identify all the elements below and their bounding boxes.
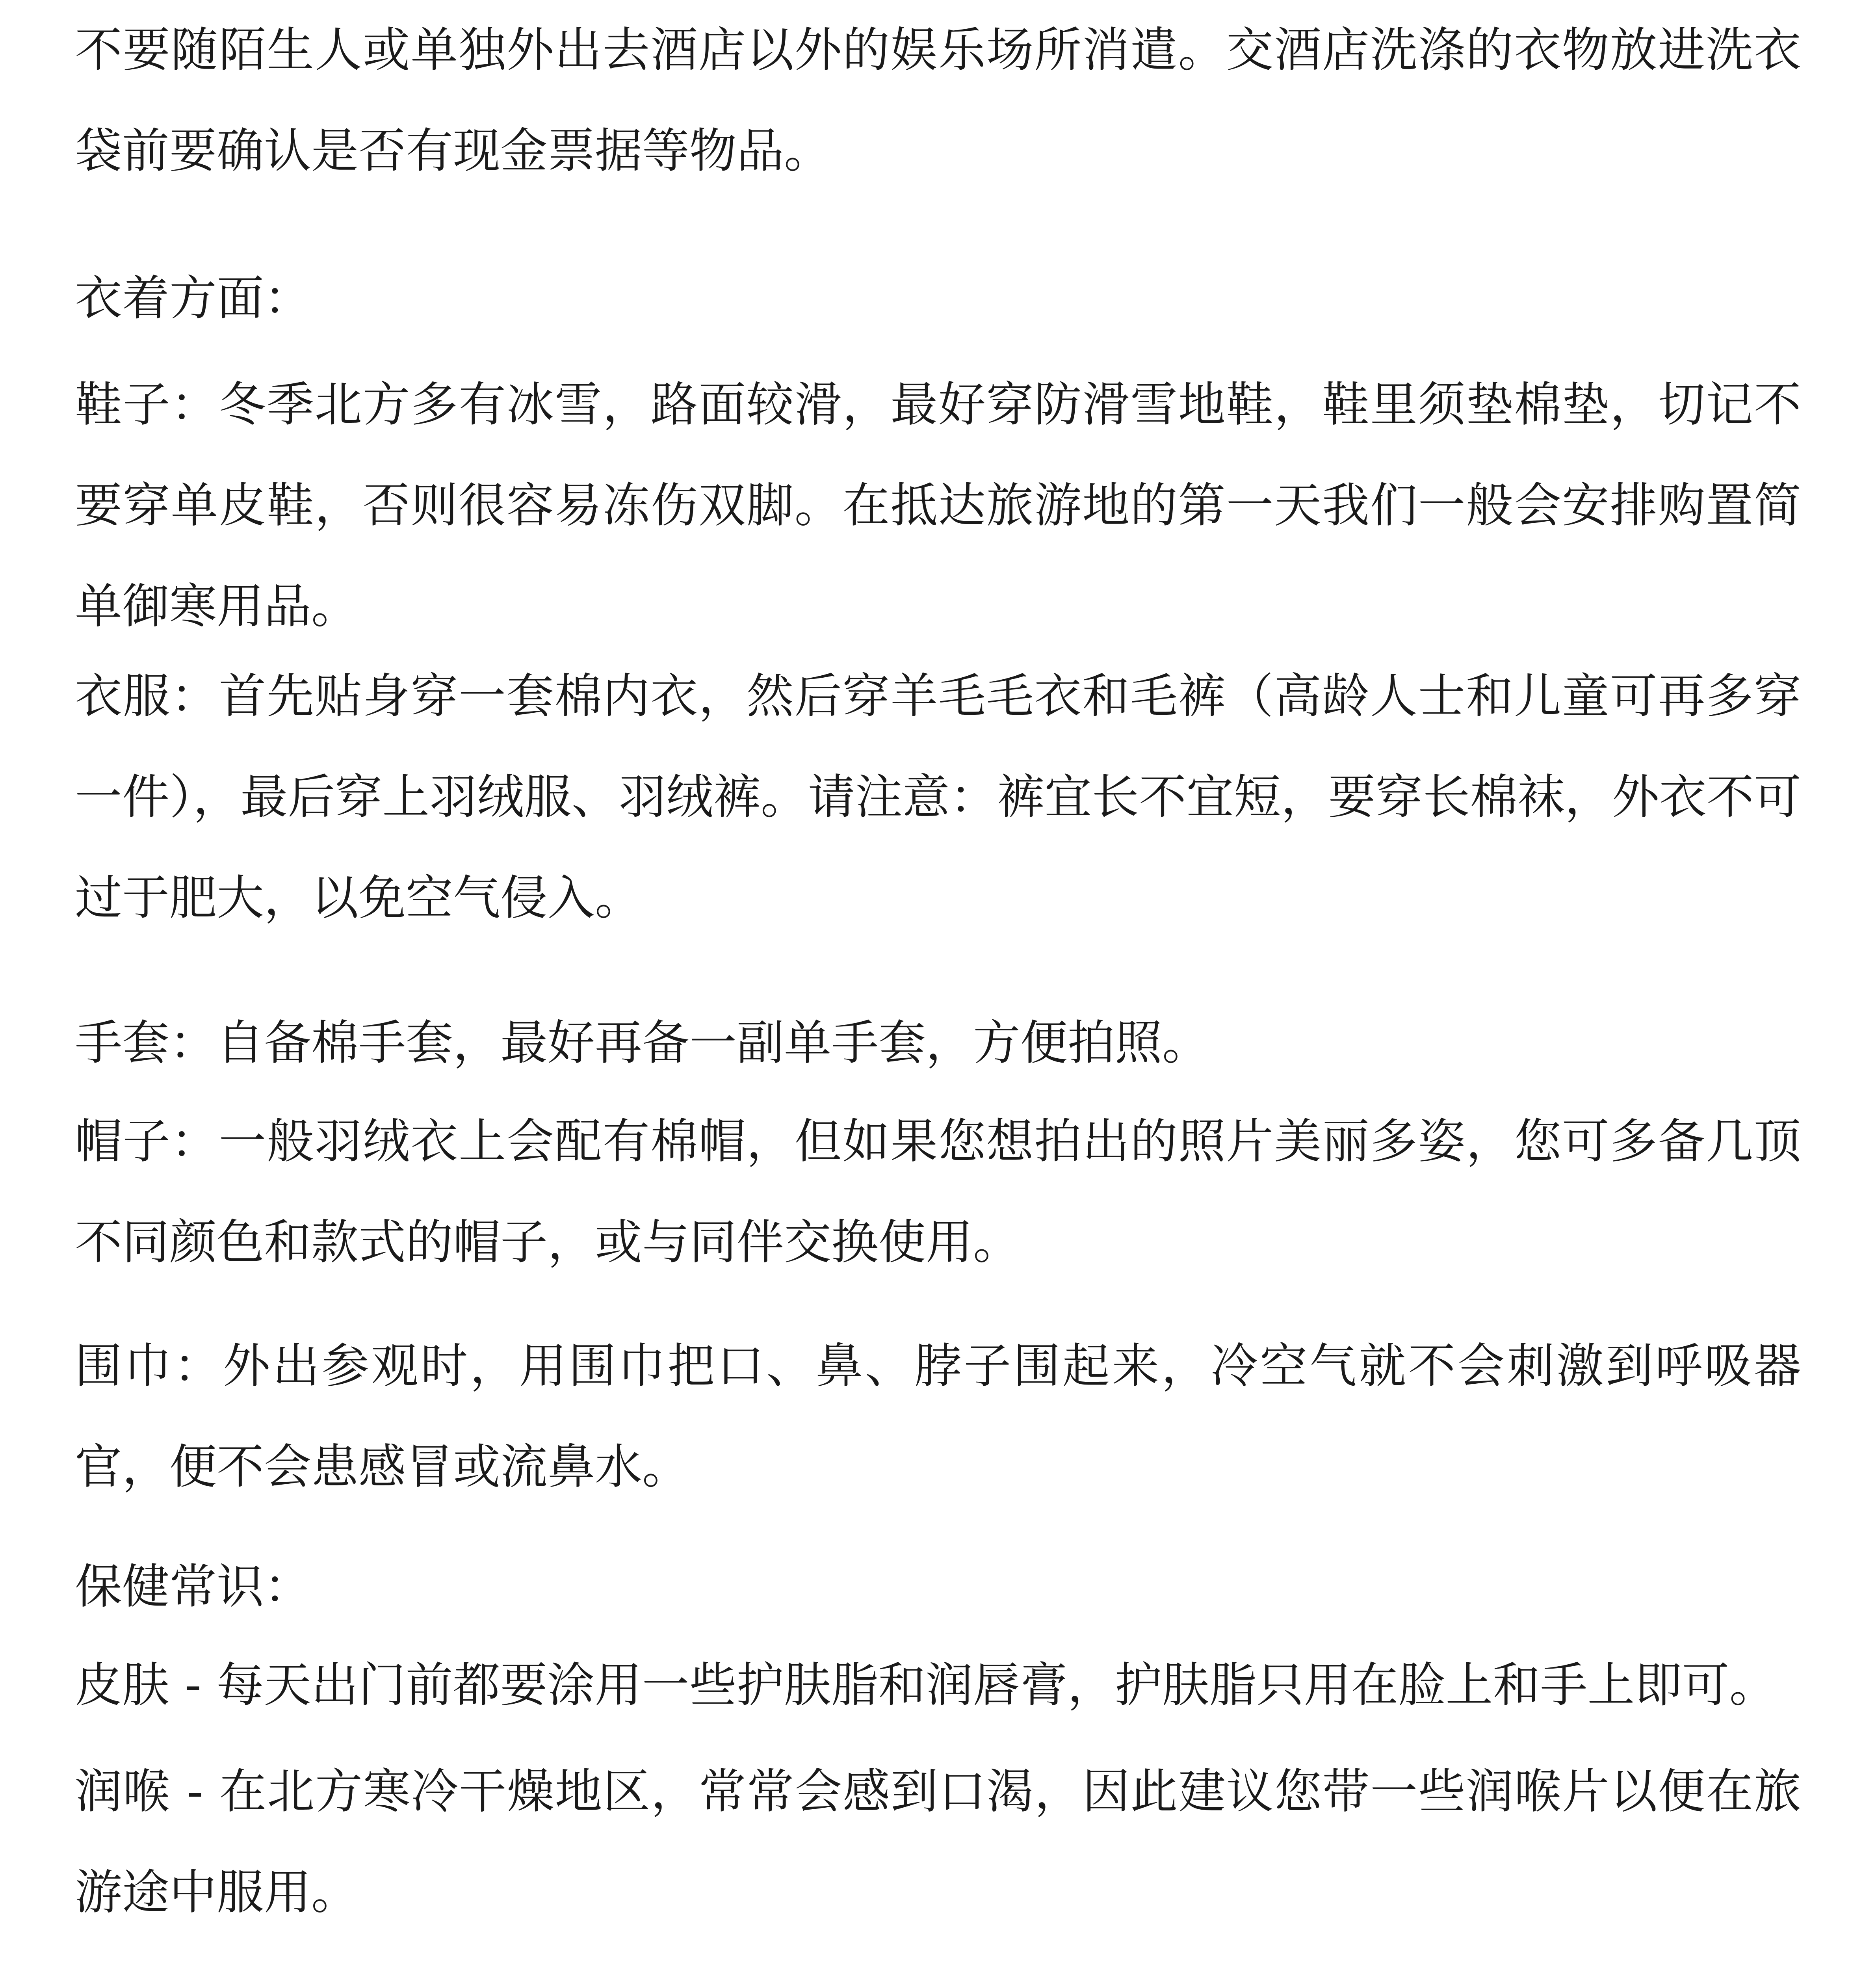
paragraph-throat: 润喉 - 在北方寒冷干燥地区，常常会感到口渴，因此建议您带一些润喉片以便在旅游途中服用。 [75,1764,1801,1920]
paragraph-hotel-safety: 不要随陌生人或单独外出去酒店以外的娱乐场所消遣。交酒店洗涤的衣物放进洗衣袋前要确认是否有现金票据等物品。 [75,23,1801,178]
paragraph-scarf: 围巾：外出参观时，用围巾把口、鼻、脖子围起来，冷空气就不会刺激到呼吸器官，便不会患感冒或流鼻水。 [75,1339,1801,1494]
paragraph-hats: 帽子：一般羽绒衣上会配有棉帽，但如果您想拍出的照片美丽多姿，您可多备几顶不同颜色和款式的帽子，或与同伴交换使用。 [75,1114,1801,1270]
heading-health: 保健常识： [75,1559,311,1614]
heading-clothing: 衣着方面： [75,271,311,326]
paragraph-gloves: 手套：自备棉手套，最好再备一副单手套，方便拍照。 [75,1016,1209,1070]
paragraph-cold-prevention [75,1954,1801,1970]
paragraph-shoes: 鞋子：冬季北方多有冰雪，路面较滑，最好穿防滑雪地鞋，鞋里须垫棉垫，切记不要穿单皮鞋，否则很容易冻伤双脚。在抵达旅游地的第一天我们一般会安排购置简单御寒用品。 [75,377,1801,634]
paragraph-skin: 皮肤 - 每天出门前都要涂用一些护肤脂和润唇膏，护肤脂只用在脸上和手上即可。 [75,1658,1777,1713]
paragraph-clothes: 衣服：首先贴身穿一套棉内衣，然后穿羊毛毛衣和毛裤（高龄人士和儿童可再多穿一件），最后穿上羽绒服、羽绒裤。请注意：裤宜长不宜短，要穿长棉袜，外衣不可过于肥大，以免空气侵入。 [75,669,1801,926]
